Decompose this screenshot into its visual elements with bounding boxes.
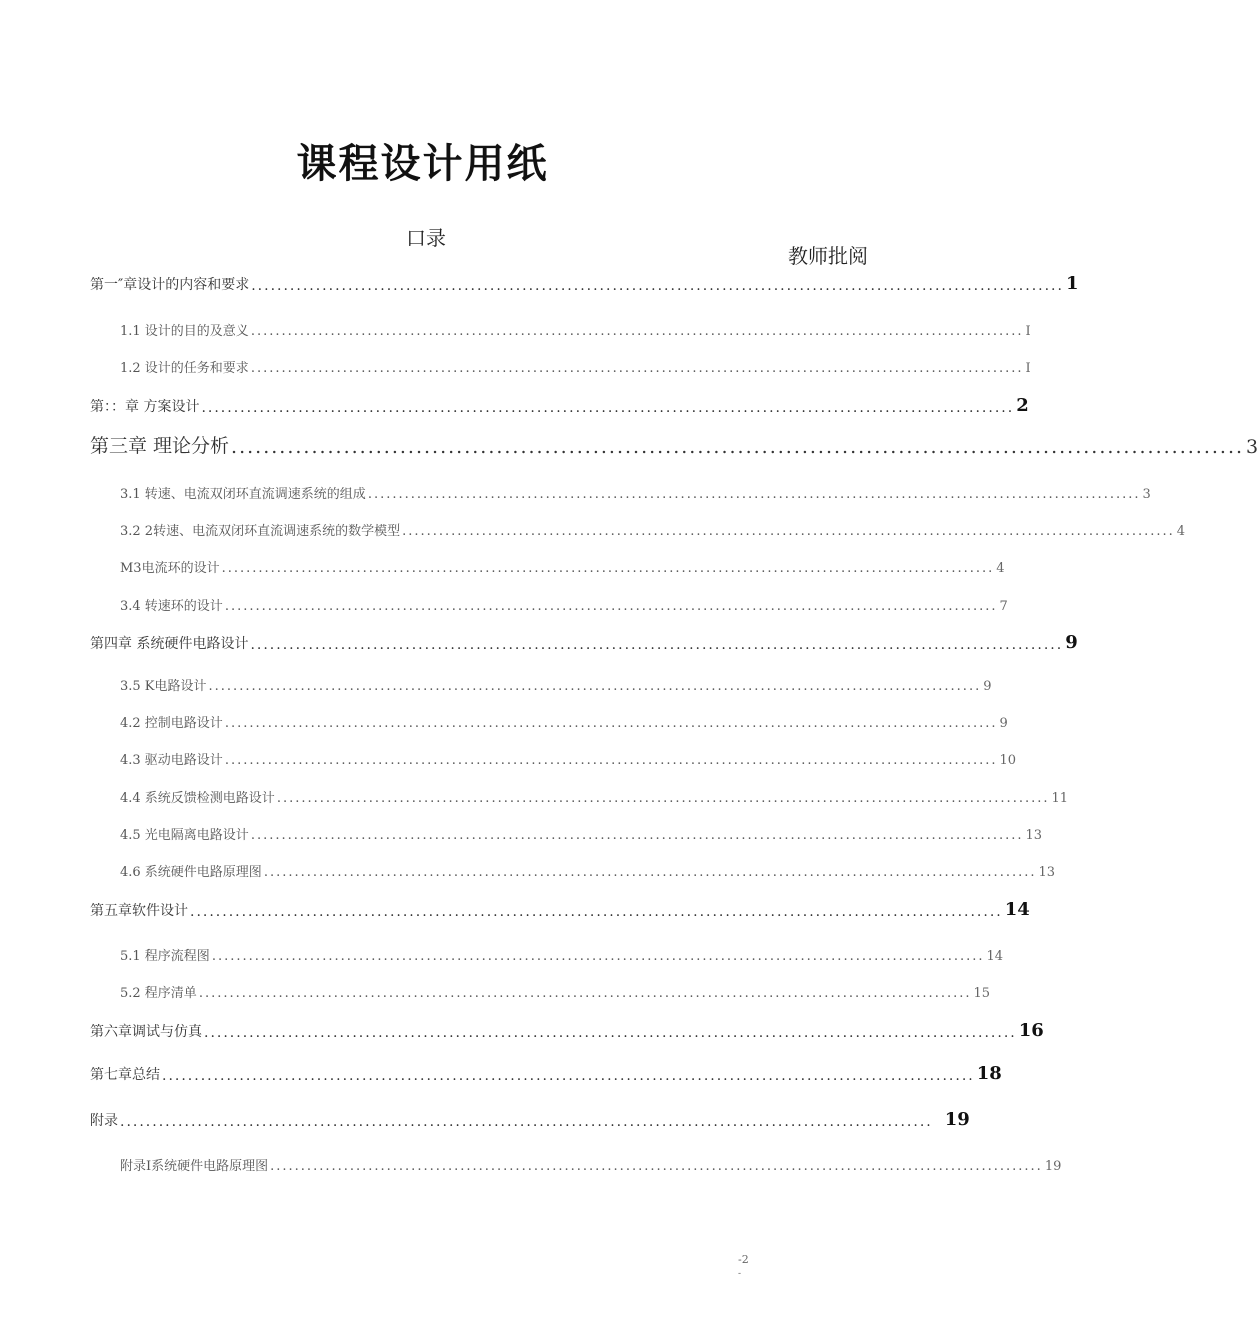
toc-entry-label: 4.3 驱动电路设计	[120, 753, 223, 768]
toc-leader-dots: ..............................................................................................................................	[162, 1068, 975, 1084]
toc-leader-dots: ..............................................................................................................................	[251, 278, 1064, 294]
toc-leader-dots: ..............................................................................................................................	[250, 361, 1024, 376]
toc-entry[interactable]	[0, 701, 1008, 731]
toc-leader-dots: ..............................................................................................................................	[211, 949, 985, 964]
toc-entry[interactable]	[0, 623, 1078, 653]
toc-entry-label: 5.1 程序流程图	[120, 949, 210, 964]
toc-entry-label: 3.4 转速环的设计	[120, 599, 223, 614]
toc-entry[interactable]	[0, 309, 1031, 339]
toc-leader-dots: ..............................................................................................................................	[224, 716, 998, 731]
toc-entry-label: 第：：章 方案设计	[90, 399, 200, 415]
toc-entry-page: 3	[1246, 436, 1258, 458]
toc-entry-page: I	[1025, 324, 1031, 339]
toc-leader-dots: ..............................................................................................................................	[224, 599, 998, 614]
toc-leader-dots: ..............................................................................................................................	[120, 1114, 933, 1130]
toc-entry[interactable]	[0, 472, 1151, 502]
toc-entry[interactable]	[0, 664, 992, 694]
toc-entry-label: 3.5 K电路设计	[120, 679, 207, 694]
toc-entry-page: 13	[1025, 828, 1043, 843]
toc-entry-page: 19	[944, 1109, 970, 1130]
toc-entry-page: I	[1025, 361, 1031, 376]
toc-entry-label: 第一″章设计的内容和要求	[90, 277, 250, 293]
toc-entry[interactable]	[0, 738, 1017, 768]
toc-entry-label: M3电流环的设计	[120, 561, 220, 576]
toc-entry[interactable]	[0, 850, 1056, 880]
toc-leader-dots: ..............................................................................................................................	[250, 324, 1024, 339]
toc-entry-label: 4.5 光电隔离电路设计	[120, 828, 249, 843]
toc-entry[interactable]	[0, 509, 1186, 539]
toc-entry-page: 9	[999, 716, 1008, 731]
toc-entry-page: 18	[976, 1063, 1002, 1084]
toc-entry-page: 9	[983, 679, 992, 694]
toc-leader-dots: ..............................................................................................................................	[270, 1159, 1043, 1174]
toc-entry[interactable]	[0, 813, 1043, 843]
toc-heading: 口录	[406, 226, 446, 250]
toc-entry-label: 1.1 设计的目的及意义	[120, 324, 249, 339]
toc-entry[interactable]	[0, 264, 1079, 294]
toc-entry-page: 15	[973, 986, 991, 1001]
toc-entry-label: 3.2 2转速、电流双闭环直流调速系统的数学模型	[120, 524, 401, 539]
toc-entry[interactable]	[0, 584, 1008, 614]
toc-leader-dots: ..............................................................................................................................	[190, 904, 1003, 920]
toc-leader-dots: ..............................................................................................................................	[250, 828, 1024, 843]
toc-entry-label: 5.2 程序清单	[120, 986, 197, 1001]
toc-entry-label: 3.1 转速、电流双闭环直流调速系统的组成	[120, 487, 366, 502]
toc-leader-dots: ..............................................................................................................................	[250, 637, 1064, 653]
page-number: -2	[738, 1253, 749, 1266]
toc-leader-dots: ..............................................................................................................................	[208, 679, 982, 694]
toc-entry-label: 1.2 设计的任务和要求	[120, 361, 249, 376]
toc-leader-dots: ..............................................................................................................................	[231, 436, 1245, 458]
toc-entry-label: 4.2 控制电路设计	[120, 716, 223, 731]
toc-entry[interactable]	[0, 971, 991, 1001]
toc-leader-dots: ..............................................................................................................................	[367, 487, 1141, 502]
toc-entry[interactable]	[0, 1011, 1044, 1041]
toc-entry-page: 10	[999, 753, 1017, 768]
toc-leader-dots: ..............................................................................................................................	[224, 753, 998, 768]
toc-entry[interactable]	[0, 776, 1069, 806]
toc-entry-page: 11	[1051, 791, 1069, 806]
toc-leader-dots: ..............................................................................................................................	[201, 400, 1015, 416]
toc-entry-label: 附录I系统硬件电路原理图	[120, 1159, 269, 1174]
toc-entry[interactable]	[0, 1100, 970, 1130]
toc-entry-page: 3	[1142, 487, 1151, 502]
toc-entry-label: 4.4 系统反馈检测电路设计	[120, 791, 275, 806]
toc-entry[interactable]	[0, 428, 1258, 458]
toc-entry[interactable]	[0, 890, 1030, 920]
toc-leader-dots: ..............................................................................................................................	[402, 524, 1175, 539]
toc-entry-label: 第五章软件设计	[90, 903, 188, 919]
toc-leader-dots: ..............................................................................................................................	[263, 865, 1037, 880]
teacher-review-label: 教师批阅	[788, 244, 868, 268]
toc-entry-page: 16	[1018, 1020, 1044, 1041]
toc-entry[interactable]	[0, 546, 1005, 576]
toc-leader-dots: ..............................................................................................................................	[204, 1025, 1017, 1041]
toc-entry-page: 14	[1004, 899, 1030, 920]
toc-entry-label: 第六章调试与仿真	[90, 1024, 202, 1040]
toc-entry-page: 4	[996, 561, 1005, 576]
toc-entry-label: 第七章总结	[90, 1067, 160, 1083]
toc-leader-dots: ..............................................................................................................................	[276, 791, 1050, 806]
toc-entry[interactable]	[0, 346, 1031, 376]
toc-entry-page: 19	[1044, 1159, 1062, 1174]
toc-entry-page: 4	[1176, 524, 1186, 539]
toc-entry-label: 4.6 系统硬件电路原理图	[120, 865, 262, 880]
page-title: 课程设计用纸	[296, 141, 549, 187]
toc-leader-dots: ..............................................................................................................................	[221, 561, 995, 576]
toc-entry-page: 9	[1065, 632, 1078, 653]
toc-entry[interactable]	[0, 386, 1029, 416]
toc-entry-label: 第三章 理论分析	[90, 435, 230, 457]
page-number-dash: -	[738, 1269, 742, 1279]
toc-entry[interactable]	[0, 1054, 1002, 1084]
toc-entry-label: 附录	[90, 1113, 118, 1129]
toc-entry[interactable]	[0, 934, 1004, 964]
toc-entry-page: 7	[999, 599, 1008, 614]
toc-entry-page: 2	[1016, 395, 1029, 416]
toc-leader-dots: ..............................................................................................................................	[198, 986, 972, 1001]
toc-entry-page: 1	[1065, 273, 1079, 294]
toc-entry-label: 第四章 系统硬件电路设计	[90, 636, 249, 652]
toc-entry-page: 14	[986, 949, 1004, 964]
toc-entry[interactable]	[0, 1144, 1062, 1174]
toc-entry-page: 13	[1038, 865, 1056, 880]
